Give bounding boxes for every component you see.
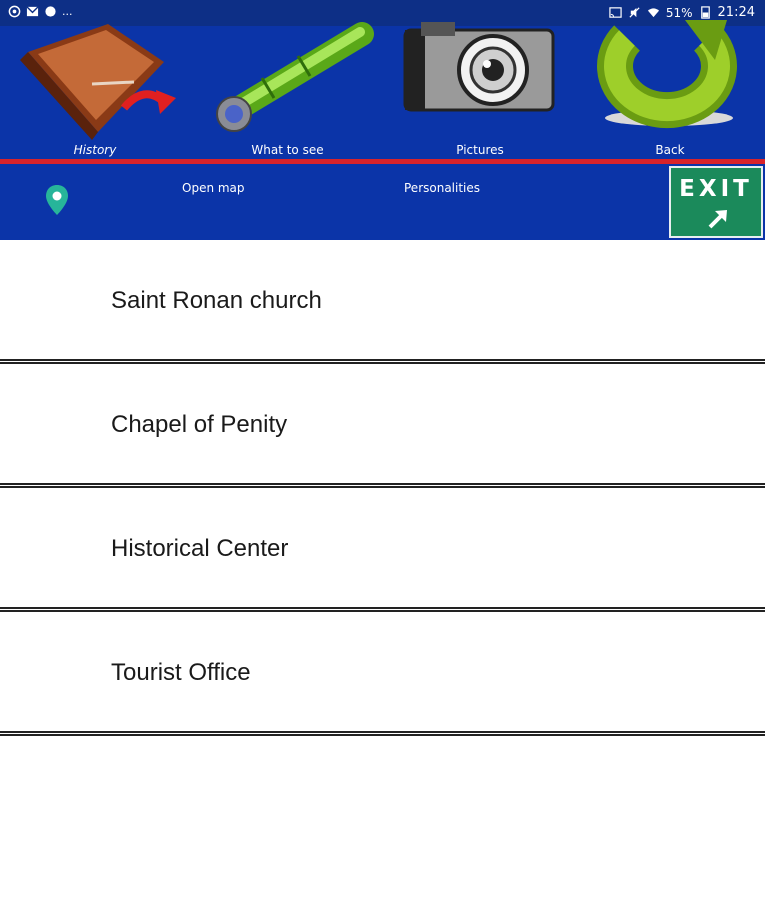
clock: 21:24 <box>717 5 755 20</box>
what-to-see-button[interactable] <box>190 26 385 159</box>
book-icon <box>14 24 189 144</box>
place-name: Tourist Office <box>111 659 251 686</box>
history-label: History <box>73 143 117 157</box>
arrow-up-right-icon <box>707 208 729 230</box>
battery-icon <box>699 6 712 19</box>
what-to-see-label: What to see <box>251 143 324 157</box>
place-name: Saint Ronan church <box>111 287 322 314</box>
divider <box>0 731 765 736</box>
list-item[interactable] <box>0 240 765 364</box>
main-toolbar <box>0 26 765 159</box>
more-icon: ... <box>62 5 73 18</box>
telescope-icon <box>204 22 384 132</box>
secondary-toolbar <box>0 164 765 240</box>
back-label: Back <box>655 143 685 157</box>
map-pin-icon[interactable] <box>44 184 70 216</box>
place-name: Chapel of Penity <box>111 411 288 438</box>
battery-percent: 51% <box>665 5 693 20</box>
places-list <box>0 240 765 736</box>
wifi-icon <box>647 6 660 19</box>
settings-icon <box>8 5 21 18</box>
place-name: Historical Center <box>111 535 289 562</box>
exit-button[interactable] <box>669 166 763 238</box>
back-button[interactable] <box>575 26 765 159</box>
camera-icon <box>401 20 561 115</box>
back-arrow-icon <box>587 20 757 130</box>
exit-label: EXIT <box>679 176 753 202</box>
list-item[interactable] <box>0 364 765 488</box>
open-map-link[interactable]: Open map <box>182 181 245 195</box>
cast-icon <box>609 6 622 19</box>
pictures-label: Pictures <box>456 143 504 157</box>
list-item[interactable] <box>0 488 765 612</box>
circle-icon <box>44 5 57 18</box>
pictures-button[interactable] <box>385 26 575 159</box>
history-button[interactable] <box>0 26 190 159</box>
personalities-link[interactable]: Personalities <box>404 181 481 195</box>
mute-icon <box>628 6 641 19</box>
list-item[interactable] <box>0 612 765 736</box>
gmail-icon <box>26 5 39 18</box>
